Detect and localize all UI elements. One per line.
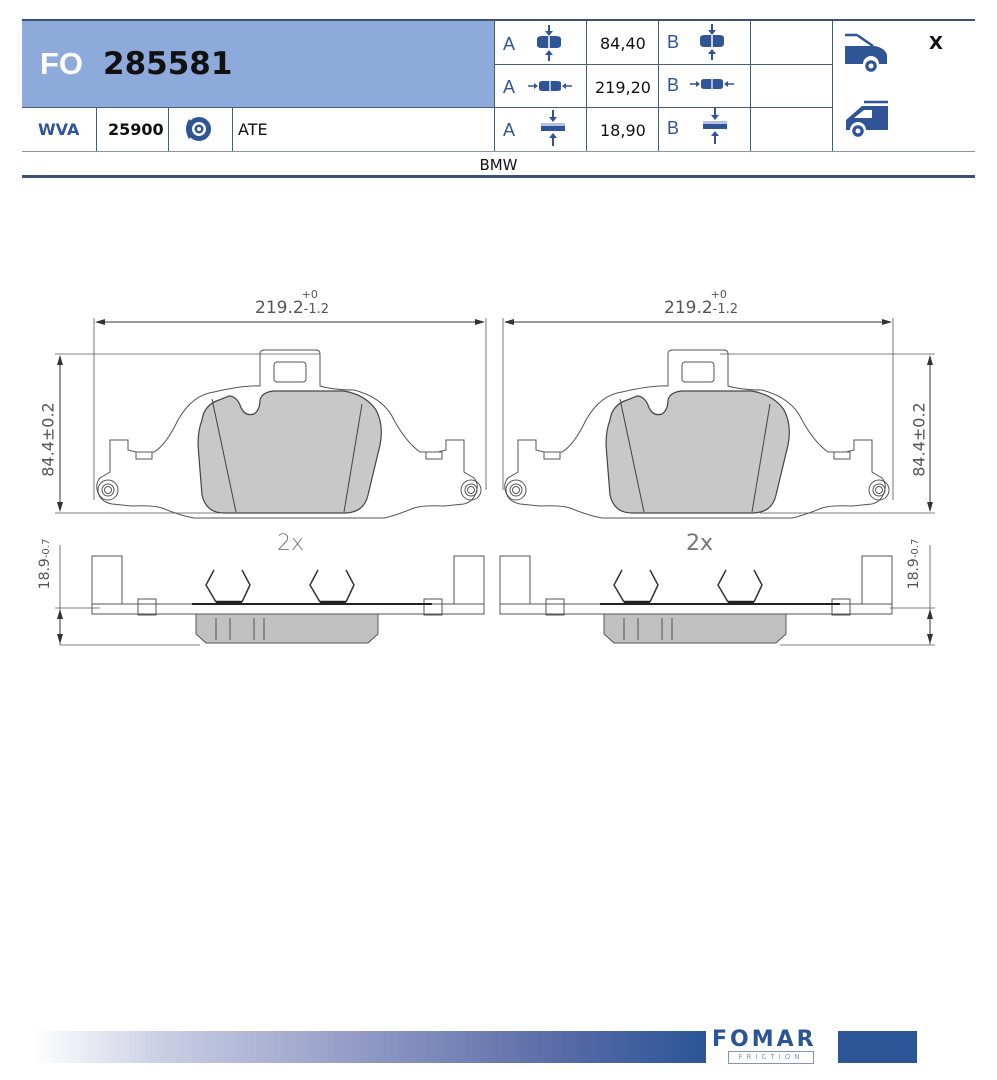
technical-drawing [0, 270, 997, 670]
header-bottom-border [22, 175, 975, 178]
brand-logo: FOMAR [712, 1027, 817, 1052]
width-dimension-icon [528, 78, 572, 99]
part-number-cell [22, 21, 494, 107]
wva-label: WVA [38, 120, 80, 139]
rear-axle-car-icon [844, 100, 890, 145]
thickness-dimension-icon [702, 108, 728, 149]
brake-disc-icon [181, 114, 213, 149]
right-thickness-dimension: 18.9-0.7 [906, 538, 922, 590]
col-divider [586, 21, 587, 151]
part-number: 285581 [103, 46, 233, 82]
right-pad-side-view [500, 545, 935, 645]
thickness-value: 18,90 [600, 121, 646, 140]
vehicle-make: BMW [479, 156, 518, 174]
left-quantity: 2x [277, 531, 305, 556]
left-width-tolerance: +0 -1.2 [301, 288, 330, 317]
right-width-value: 219.2 [664, 298, 713, 318]
brake-pad-drawing [0, 270, 997, 670]
left-pad-top-view [55, 318, 486, 518]
row-divider [22, 151, 975, 152]
side-a-label: A [503, 77, 516, 97]
col-divider [96, 107, 97, 151]
wva-number: 25900 [108, 120, 164, 139]
front-axle-mark: X [929, 33, 943, 54]
right-pad-top-view [503, 318, 935, 518]
width-value: 219,20 [595, 78, 651, 97]
height-value: 84,40 [600, 34, 646, 53]
left-thickness-dimension: 18.9-0.7 [37, 538, 53, 590]
side-b-label: B [667, 32, 680, 52]
left-pad-side-view [55, 545, 484, 645]
height-dimension-icon [697, 24, 727, 65]
footer-blue-block [838, 1031, 917, 1063]
side-a-label: A [503, 34, 516, 54]
right-height-dimension: 84.4±0.2 [909, 402, 929, 477]
front-axle-car-icon [843, 33, 889, 78]
col-divider [750, 21, 751, 151]
col-divider [232, 107, 233, 151]
part-prefix: FO [40, 46, 84, 81]
col-divider [658, 21, 659, 151]
manufacturer: ATE [238, 120, 268, 139]
right-width-dimension [664, 288, 739, 318]
right-quantity: 2x [686, 531, 714, 556]
col-divider [168, 107, 169, 151]
brand-subtitle: FRICTION [728, 1051, 814, 1064]
left-height-dimension: 84.4±0.2 [38, 402, 58, 477]
side-a-label: A [503, 120, 516, 140]
left-width-dimension [255, 288, 330, 318]
width-dimension-icon [690, 76, 734, 97]
col-divider [494, 21, 495, 151]
left-width-value: 219.2 [255, 298, 304, 318]
height-dimension-icon [534, 25, 564, 66]
side-b-label: B [667, 75, 680, 95]
side-b-label: B [667, 118, 680, 138]
col-divider [832, 21, 833, 151]
right-width-tolerance: +0 -1.2 [710, 288, 739, 317]
footer-gradient-bar [32, 1031, 706, 1063]
thickness-dimension-icon [540, 110, 566, 151]
